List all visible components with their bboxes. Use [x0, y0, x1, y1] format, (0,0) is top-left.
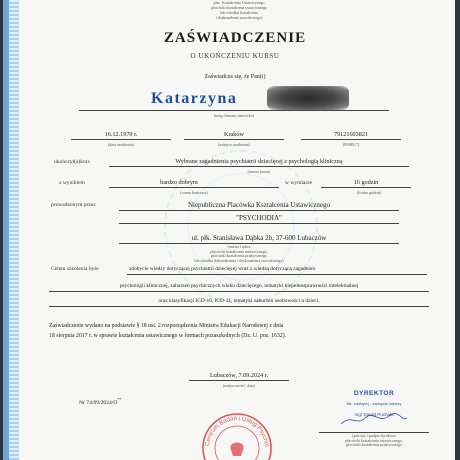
director-caption-line: placówki kształcenia ustawicznego,: [345, 437, 403, 443]
result-value: bardzo dobrym: [160, 179, 198, 186]
aim-line-2: psychologii klinicznej, zaburzeń psychicznych wieku dziecięcego, tematyki niepełnosprawności intelektualnej: [119, 283, 359, 289]
legal-basis-2: 18 sierpnia 2017 r. w sprawie kształcenia ustawicznego w formach pozaszkolnych (Dz. U. poz. 1632).: [49, 333, 287, 339]
course-name: Wybrane zagadnienia psychiatrii dziecięcej z psychologią kliniczną: [175, 158, 343, 165]
pesel-caption: (PESEL*): [342, 142, 360, 147]
certificate-subtitle: O UKOŃCZENIU KURSU: [190, 52, 280, 60]
organizer-underline-1: [119, 210, 399, 211]
organizer-caption: [174, 245, 304, 263]
aim-line-1: zdobycie wiedzy dotyczącej psychiatrii dziecięcej wraz z wiedzą dotyczącą zagadnień: [129, 266, 316, 272]
certifies-label: Zaświadcza się, że Pan(i): [204, 74, 266, 80]
result-label: z wynikiem: [59, 180, 85, 186]
top-header: [159, 0, 319, 20]
course-underline: [109, 166, 409, 167]
birth-date: 16.12.1979 r.: [104, 131, 138, 138]
organizer-name-2: "PSYCHODIA": [236, 214, 282, 222]
organizer-name: Niepubliczna Placówka Kształcenia Ustawicznego: [187, 201, 331, 209]
name-caption: (imię /imiona, nazwisko): [213, 113, 255, 118]
birth-date-caption: (data urodzenia): [107, 142, 135, 147]
pesel: 79121603821: [333, 131, 369, 138]
director-caption-line: placówki kształcenia praktycznego: [346, 442, 402, 447]
certificate-number-text: Nr 74/09/2024/O: [79, 399, 118, 406]
issue-underline: [189, 380, 289, 381]
round-stamp: [197, 408, 277, 460]
top-header-line: lub ośrodka kształcenia: [220, 10, 258, 15]
legal-basis-1: Zaświadczenie wydano na podstawie § 18 ust. 2 rozporządzenia Ministra Edukacji Narodowej z dnia: [49, 323, 284, 329]
issue-caption: (miejscowość, data): [223, 383, 255, 388]
hours-label: w wymiarze: [285, 180, 313, 186]
birth-place: Kraków: [224, 131, 244, 138]
recipient-name: Katarzyna: [151, 90, 238, 107]
organizer-address: ul. płk. Stanisława Dąbka 2b, 37-600 Lubaczów: [191, 234, 327, 242]
hours-caption: (liczba godzin): [356, 190, 382, 195]
organizer-caption-line: placówki kształcenia ustawicznego,: [210, 248, 268, 254]
round-stamp-text: Centrum Badań i Usług Psychol: [205, 415, 269, 447]
hours-value: 16 godzin: [353, 179, 379, 186]
issue-place-date: Lubaczów, 7.09.2024 r.: [209, 372, 269, 379]
birth-place-caption: (miejsce urodzenia): [218, 142, 250, 147]
organizer-underline-2: [119, 223, 399, 224]
aim-underline-2: [49, 291, 429, 292]
top-header-line: plac. Kształcenia Ustawicznego: [213, 0, 265, 5]
pesel-underline: [301, 139, 401, 140]
aim-label: Celem szkolenia było: [51, 266, 99, 272]
organizer-caption-line: (nazwa i adres: [227, 244, 251, 249]
top-header-line: placówki kształcenia ustawicznego: [210, 5, 268, 10]
aim-underline-1: [127, 274, 427, 275]
top-header-line: i doskonalenia zawodowego): [215, 15, 263, 20]
director-stamp-subtitle: Nk. zdobytej - zdobycie wiedzy: [346, 401, 402, 406]
aim-underline-3: [49, 306, 429, 307]
course-caption: (nazwa kursu): [247, 169, 271, 174]
birth-place-underline: [184, 139, 284, 140]
director-stamp-name: mgr Dawid Puchała: [354, 412, 394, 417]
director-signature: [339, 412, 409, 428]
result-underline: [109, 187, 279, 188]
result-caption: (ocena końcowa): [180, 190, 208, 195]
certificate-title: ZAŚWIADCZENIE: [163, 30, 307, 46]
director-caption: [314, 434, 434, 448]
organizer-caption-line: placówki kształcenia praktycznego: [211, 253, 267, 258]
director-stamp-title: DYREKTOR: [353, 390, 395, 397]
certificate-number: [79, 397, 121, 406]
director-caption-line: (pieczęć i podpis dyrektora: [352, 433, 396, 438]
aim-line-3: oraz klasyfikacji ICD-10, ICD-11, tematyki zaburzeń osobowości u dzieci.: [158, 298, 320, 304]
organizer-underline-3: [119, 243, 399, 244]
hours-underline: [321, 187, 411, 188]
completed-label: ukończył(a)kurs: [54, 159, 90, 165]
organizer-label: prowadzonym przez: [51, 202, 96, 208]
certificate-number-sup: **: [117, 397, 122, 402]
name-underline: [79, 110, 389, 111]
organizer-caption-line: lub ośrodka dokształcania i doskonalenia zawodowego): [194, 257, 284, 263]
redacted-surname: [267, 86, 349, 110]
certificate-paper: [3, 0, 455, 460]
birth-date-underline: [71, 139, 171, 140]
